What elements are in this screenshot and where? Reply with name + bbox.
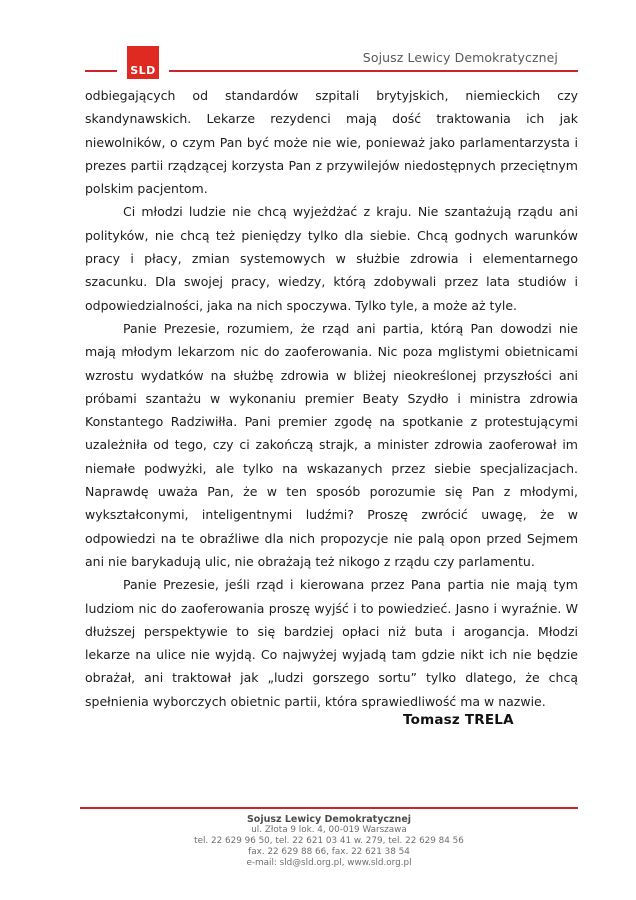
footer-rule: [80, 807, 578, 809]
footer-address: ul. Złota 9 lok. 4, 00-019 Warszawa: [251, 825, 407, 835]
footer-email-web: e-mail: sld@sld.org.pl, www.sld.org.pl: [246, 858, 412, 868]
header-org-name: Sojusz Lewicy Demokratycznej: [362, 50, 558, 65]
signature-name: Tomasz TRELA: [403, 712, 514, 728]
footer-faxes: fax. 22 629 88 66, fax. 22 621 38 54: [248, 847, 410, 857]
header-left-dash: [85, 70, 117, 72]
header-rule: [169, 70, 578, 72]
sld-logo-text: SLD: [130, 64, 156, 77]
paragraph-1: odbiegających od standardów szpitali brytyjskich, niemieckich czy skandynawskich. Lekarze rezydenci mają dość traktowania ich jak niewolników, o czym Pan być może nie wie, ponieważ jako parlamentarzysta i prezes partii rządzącej korzysta Pan z przywilejów niedostępnych przeciętnym polskim pacjentom.: [85, 88, 578, 197]
footer: [80, 807, 578, 869]
paragraph-2: Ci młodzi ludzie nie chcą wyjeżdżać z kraju. Nie szantażują rządu ani polityków, nie chcą też pieniędzy tylko dla siebie. Chcą godnych warunków pracy i płacy, zmian systemowych w służbie zdrowia i elementarnego szacunku. Dla swojej pracy, wiedzy, którą zdobywali przez lata studiów i odpowiedzialności, jaka na nich spoczywa. Tylko tyle, a może aż tyle.: [85, 204, 578, 313]
paragraph-3: Panie Prezesie, rozumiem, że rząd ani partia, którą Pan dowodzi nie mają młodym lekarzom nic do zaoferowania. Nic poza mglistymi obietnicami wzrostu wydatków na służbę zdrowia w bliżej nieokreślonej przyszłości ani próbami szantażu w wykonaniu premier Beaty Szydło i ministra zdrowia Konstantego Radziwiłła. Pani premier zgodę na spotkanie z protestującymi uzależniła od tego, czy ci zakończą strajk, a minister zdrowia zaoferował im niemałe podwyżki, ale tylko na wskazanych przez siebie specjalizacjach. Naprawdę uważa Pan, że w ten sposób porozumie się Pan z młodymi, wykształconymi, inteligentnymi ludźmi? Proszę zwrócić uwagę, że w odpowiedzi na te obraźliwe dla nich propozycje nie palą opon przed Sejmem ani nie barykadują ulic, nie obrażają też nikogo z rządu czy parlamentu.: [85, 320, 578, 569]
footer-org-name: Sojusz Lewicy Demokratycznej: [246, 814, 412, 825]
footer-phones: tel. 22 629 96 50, tel. 22 621 03 41 w. 279, tel. 22 629 84 56: [194, 836, 464, 846]
paragraph-4: Panie Prezesie, jeśli rząd i kierowana przez Pana partia nie mają tym ludziom nic do zaoferowania proszę wyjść i to powiedzieć. Jasno i wyraźnie. W dłuższej perspektywie to się bardziej opłaci niż buta i arogancja. Młodzi lekarze na ulice nie wyjdą. Co najwyżej wyjadą tam gdzie nikt ich nie będzie obrażał, ani traktował jak „ludzi gorszego sortu” tylko dlatego, że chcą spełnienia wyborczych obietnic partii, która sprawiedliwość ma w nazwie.: [85, 577, 578, 709]
sld-logo: [127, 46, 159, 79]
letterhead-header: [85, 46, 578, 82]
letter-body: [85, 84, 578, 713]
